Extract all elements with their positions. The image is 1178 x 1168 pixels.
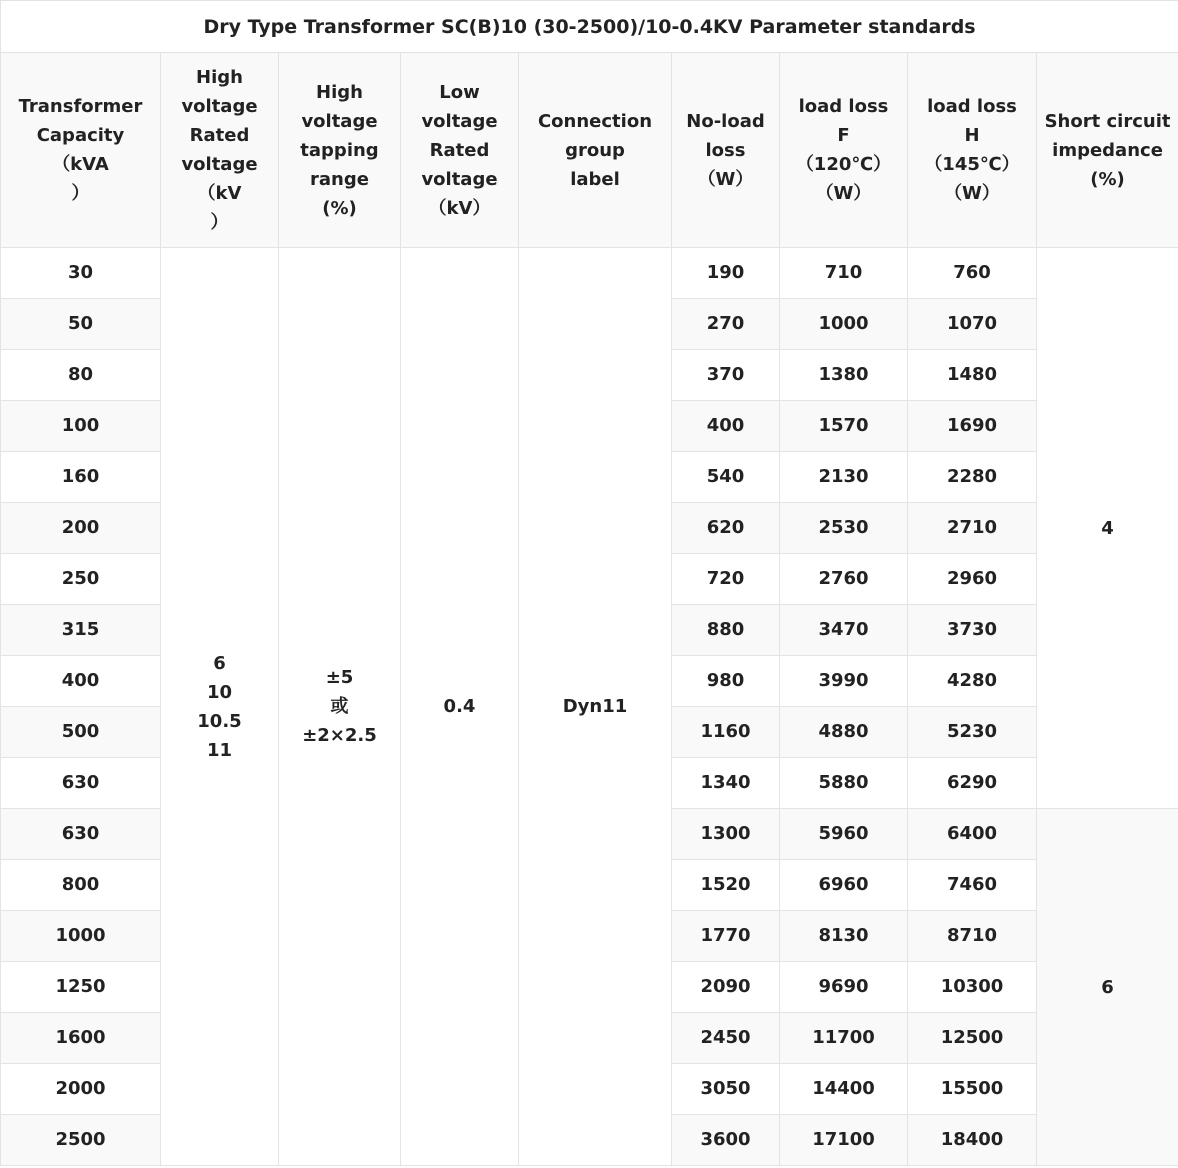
load-loss-h-cell: 4280: [908, 656, 1037, 707]
load-loss-h-cell: 5230: [908, 707, 1037, 758]
load-loss-h-cell: 3730: [908, 605, 1037, 656]
text-line: High: [196, 67, 243, 88]
noload-loss-cell: 1300: [672, 809, 780, 860]
header-lv-rated-voltage: [401, 53, 519, 248]
text-line: loss: [705, 139, 746, 161]
load-loss-f-cell: 3470: [780, 605, 908, 656]
table-row: [1, 248, 1178, 299]
header-load-loss-h: [908, 53, 1037, 248]
capacity-cell: 630: [1, 809, 161, 860]
text-line: (%): [322, 197, 357, 219]
header-connection-group: [519, 53, 672, 248]
load-loss-h-cell: 2960: [908, 554, 1037, 605]
text-line: load loss: [927, 96, 1017, 117]
load-loss-f-cell: 2130: [780, 452, 908, 503]
text-line: Low: [439, 81, 480, 103]
load-loss-h-cell: 1690: [908, 401, 1037, 452]
capacity-cell: 160: [1, 452, 161, 503]
load-loss-h-cell: 7460: [908, 860, 1037, 911]
capacity-cell: 1250: [1, 962, 161, 1013]
load-loss-f-cell: 14400: [780, 1064, 908, 1115]
text-line: load loss: [798, 96, 889, 117]
text-line: （145℃）: [924, 154, 1020, 175]
load-loss-f-cell: 710: [780, 248, 908, 299]
capacity-cell: 800: [1, 860, 161, 911]
text-line: ±2×2.5: [302, 725, 377, 746]
load-loss-h-cell: 12500: [908, 1013, 1037, 1064]
text-line: F: [837, 125, 850, 146]
capacity-cell: 2000: [1, 1064, 161, 1115]
capacity-cell: 250: [1, 554, 161, 605]
text-line: 10.5: [197, 710, 242, 732]
load-loss-f-cell: 9690: [780, 962, 908, 1013]
text-line: voltage: [421, 168, 498, 190]
text-line: （W）: [815, 183, 872, 204]
load-loss-h-cell: 2280: [908, 452, 1037, 503]
load-loss-h-cell: 760: [908, 248, 1037, 299]
text-line: 或: [330, 696, 349, 717]
text-line: impedance: [1052, 139, 1163, 161]
load-loss-f-cell: 1570: [780, 401, 908, 452]
capacity-cell: 50: [1, 299, 161, 350]
noload-loss-cell: 400: [672, 401, 780, 452]
load-loss-f-cell: 5880: [780, 758, 908, 809]
noload-loss-cell: 3050: [672, 1064, 780, 1115]
text-line: （kVA: [52, 154, 109, 175]
text-line: 10: [206, 681, 233, 703]
header-hv-tapping-range: [279, 53, 401, 248]
text-line: （W）: [944, 183, 1000, 204]
capacity-cell: 1600: [1, 1013, 161, 1064]
noload-loss-cell: 3600: [672, 1115, 780, 1166]
text-line: ）: [210, 212, 229, 233]
header-load-loss-f: [780, 53, 908, 248]
text-line: Rated: [189, 125, 250, 146]
text-line: range: [310, 168, 369, 190]
text-line: Connection: [537, 110, 653, 132]
capacity-cell: 2500: [1, 1115, 161, 1166]
noload-loss-cell: 720: [672, 554, 780, 605]
load-loss-h-cell: 10300: [908, 962, 1037, 1013]
load-loss-f-cell: 1380: [780, 350, 908, 401]
noload-loss-cell: 2090: [672, 962, 780, 1013]
text-line: ±5: [325, 667, 354, 688]
noload-loss-cell: 1340: [672, 758, 780, 809]
text-line: H: [964, 125, 980, 146]
noload-loss-cell: 1520: [672, 860, 780, 911]
noload-loss-cell: 1160: [672, 707, 780, 758]
text-line: voltage: [181, 154, 258, 175]
load-loss-f-cell: 8130: [780, 911, 908, 962]
load-loss-f-cell: 1000: [780, 299, 908, 350]
load-loss-f-cell: 2760: [780, 554, 908, 605]
noload-loss-cell: 190: [672, 248, 780, 299]
text-line: group: [565, 139, 625, 161]
load-loss-f-cell: 11700: [780, 1013, 908, 1064]
capacity-cell: 200: [1, 503, 161, 554]
capacity-cell: 30: [1, 248, 161, 299]
header-hv-rated-voltage: [161, 53, 279, 248]
load-loss-f-cell: 4880: [780, 707, 908, 758]
capacity-cell: 500: [1, 707, 161, 758]
text-line: Short circuit: [1044, 110, 1171, 132]
text-line: （W）: [697, 168, 754, 190]
text-line: ）: [71, 183, 90, 204]
text-line: High: [316, 81, 363, 103]
noload-loss-cell: 270: [672, 299, 780, 350]
capacity-cell: 400: [1, 656, 161, 707]
load-loss-h-cell: 1070: [908, 299, 1037, 350]
header-noload-loss: [672, 53, 780, 248]
noload-loss-cell: 2450: [672, 1013, 780, 1064]
load-loss-f-cell: 6960: [780, 860, 908, 911]
text-line: label: [570, 168, 620, 190]
text-line: voltage: [301, 110, 378, 132]
load-loss-h-cell: 15500: [908, 1064, 1037, 1115]
load-loss-h-cell: 1480: [908, 350, 1037, 401]
table-title: Dry Type Transformer SC(B)10 (30-2500)/10-0.4KV Parameter standards: [1, 1, 1178, 53]
text-line: Transformer: [18, 96, 143, 117]
text-line: （kV）: [428, 197, 491, 219]
text-line: 6: [213, 652, 226, 674]
noload-loss-cell: 620: [672, 503, 780, 554]
hv-tapping-range-cell: [279, 248, 401, 1166]
header-short-circuit-impedance: [1037, 53, 1178, 248]
capacity-cell: 630: [1, 758, 161, 809]
text-line: （120℃）: [795, 154, 892, 175]
load-loss-h-cell: 6400: [908, 809, 1037, 860]
table-body: [1, 248, 1178, 1166]
text-line: voltage: [181, 96, 258, 117]
text-line: Capacity: [36, 125, 125, 146]
load-loss-h-cell: 6290: [908, 758, 1037, 809]
text-line: 11: [206, 739, 233, 761]
load-loss-f-cell: 3990: [780, 656, 908, 707]
load-loss-f-cell: 2530: [780, 503, 908, 554]
load-loss-h-cell: 2710: [908, 503, 1037, 554]
noload-loss-cell: 370: [672, 350, 780, 401]
load-loss-h-cell: 18400: [908, 1115, 1037, 1166]
lv-rated-voltage-cell: 0.4: [401, 248, 519, 1166]
text-line: Rated: [429, 139, 490, 161]
capacity-cell: 80: [1, 350, 161, 401]
capacity-cell: 315: [1, 605, 161, 656]
noload-loss-cell: 1770: [672, 911, 780, 962]
capacity-cell: 100: [1, 401, 161, 452]
text-line: voltage: [421, 110, 498, 132]
impedance-cell-group2: 6: [1037, 809, 1178, 1166]
noload-loss-cell: 880: [672, 605, 780, 656]
load-loss-f-cell: 5960: [780, 809, 908, 860]
noload-loss-cell: 540: [672, 452, 780, 503]
hv-rated-voltage-cell: [161, 248, 279, 1166]
impedance-cell-group1: 4: [1037, 248, 1178, 809]
text-line: No-load: [686, 110, 765, 132]
connection-group-cell: Dyn11: [519, 248, 672, 1166]
load-loss-h-cell: 8710: [908, 911, 1037, 962]
noload-loss-cell: 980: [672, 656, 780, 707]
load-loss-f-cell: 17100: [780, 1115, 908, 1166]
text-line: tapping: [300, 139, 379, 161]
text-line: （kV: [197, 183, 242, 204]
text-line: (%): [1090, 168, 1125, 190]
header-capacity: [1, 53, 161, 248]
capacity-cell: 1000: [1, 911, 161, 962]
